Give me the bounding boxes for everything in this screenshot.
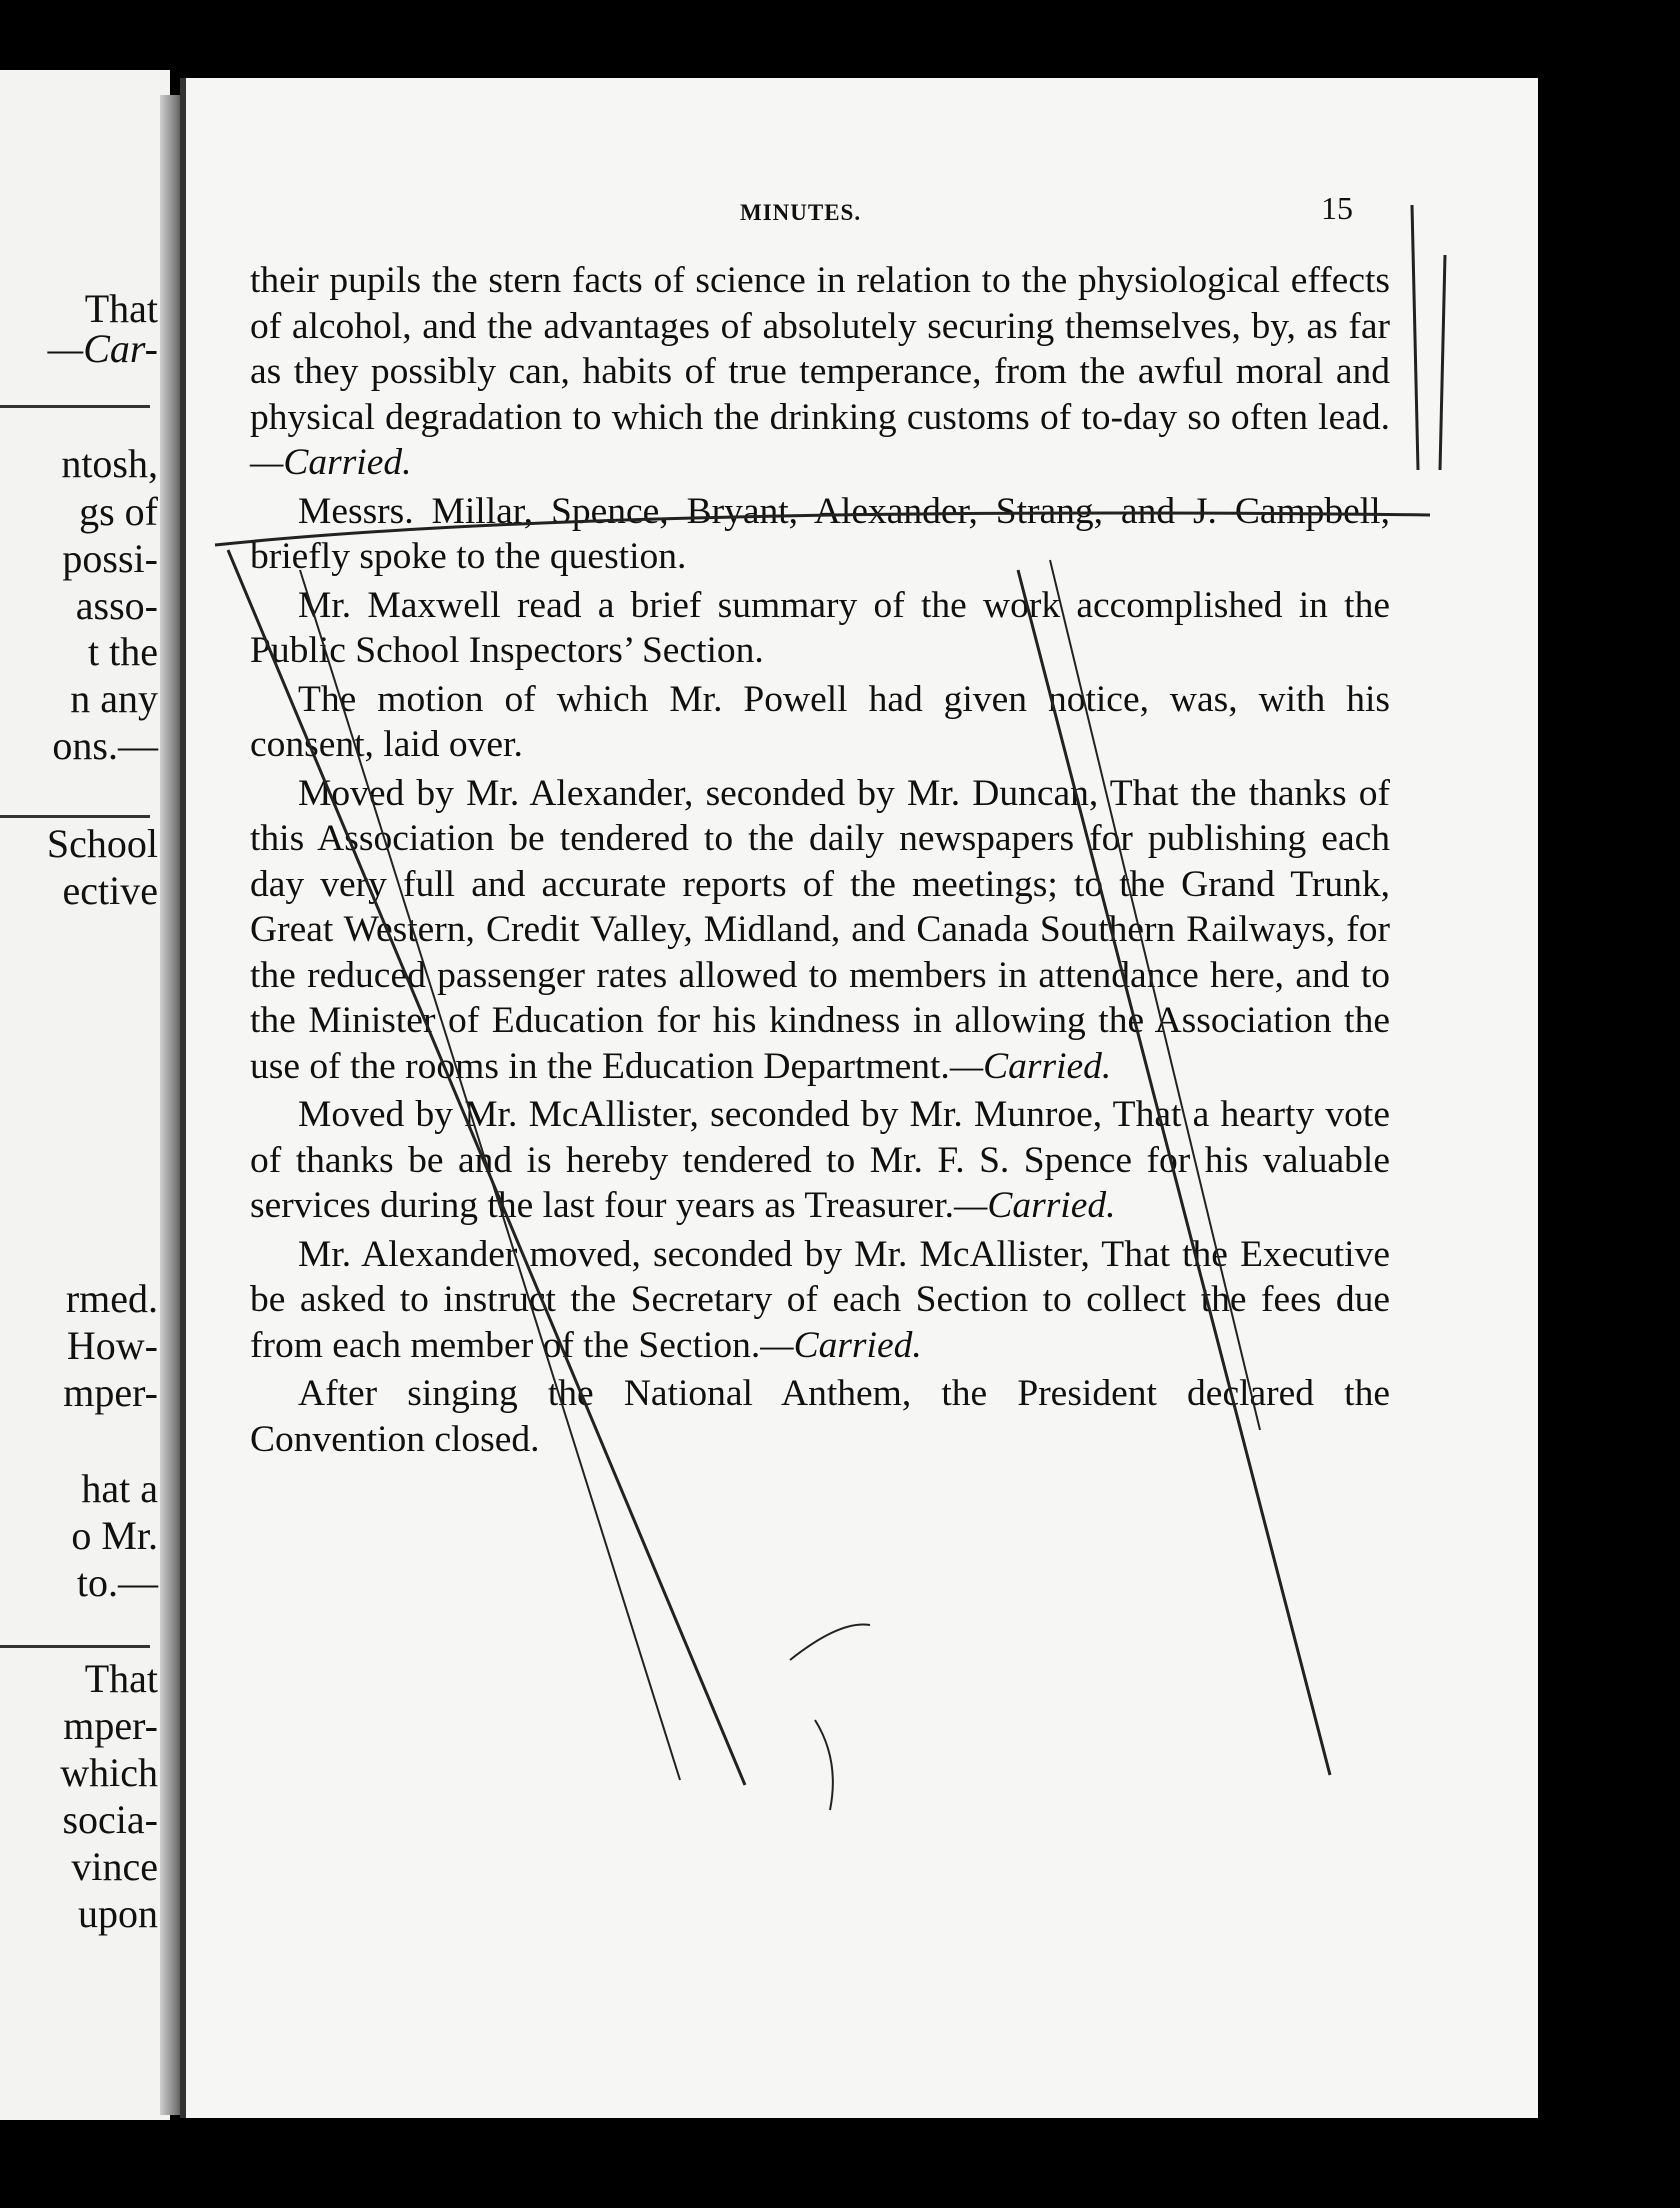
left-rule [0, 405, 150, 408]
left-fragment: gs of [79, 489, 158, 534]
paragraph: Moved by Mr. Alexander, seconded by Mr. Duncan, That the thanks of this Association be tendered to the daily newspapers for publishing each day very full and accurate reports of the meetings; to the Grand Trunk, Great Western, Credit Valley, Midland, and Canada Southern Railways, for the reduced passenger rates allowed to members in attendance here, and to the Minister of Education for his kindness in allowing the Association the use of the rooms in the Education Department.—Carried. [250, 772, 1390, 1087]
left-fragment: t the [88, 629, 158, 674]
left-rule [0, 1645, 150, 1648]
left-fragment: to.— [76, 1560, 158, 1605]
paragraph: their pupils the stern facts of science in relation to the physiological effects of alcohol, and the advantages of absolutely securing themselves, by, as far as they possibly can, habits of true temperance, from the awful moral and physical degradation to which the drinking customs of to-day so often lead.—Carried. [250, 260, 1390, 483]
running-head: MINUTES. [740, 200, 862, 225]
paragraph: Messrs. Millar, Spence, Bryant, Alexander, Strang, and J. Campbell, briefly spoke to the question. [250, 490, 1390, 577]
left-fragment: which [60, 1750, 158, 1795]
left-fragment: o Mr. [71, 1513, 158, 1558]
paragraph: After singing the National Anthem, the President declared the Convention closed. [250, 1373, 1390, 1460]
left-fragment: vince [71, 1844, 158, 1889]
left-fragment: mper- [63, 1703, 158, 1748]
left-rule [0, 815, 150, 818]
left-fragment: School [46, 821, 158, 866]
left-fragment: —Car- [47, 326, 158, 371]
left-fragment: ons.— [52, 723, 158, 768]
left-fragment: possi- [62, 536, 158, 581]
left-fragment: upon [78, 1891, 158, 1936]
left-fragment: socia- [62, 1797, 158, 1842]
left-fragment: ntosh, [61, 441, 158, 486]
left-fragment: asso- [75, 583, 158, 628]
left-fragment: hat a [81, 1466, 158, 1511]
left-fragment: n any [70, 676, 158, 721]
paragraph: Mr. Maxwell read a brief summary of the work accomplished in the Public School Inspectors’ Section. [250, 584, 1390, 671]
paragraph: Mr. Alexander moved, seconded by Mr. McAllister, That the Executive be asked to instruct the Secretary of each Section to collect the fees due from each member of the Section.—Carried. [250, 1233, 1390, 1366]
left-fragment: That [84, 286, 158, 331]
left-fragment: ective [62, 868, 158, 913]
paragraph: The motion of which Mr. Powell had given notice, was, with his consent, laid over. [250, 678, 1390, 765]
left-facing-page [0, 70, 170, 2120]
page-header [180, 190, 1532, 230]
page-number: 15 [1321, 190, 1353, 226]
paragraph: Moved by Mr. McAllister, seconded by Mr. Munroe, That a hearty vote of thanks be and is hereby tendered to Mr. F. S. Spence for his valuable services during the last four years as Treasurer.—Carried. [250, 1094, 1390, 1226]
left-fragment: That [84, 1656, 158, 1701]
left-fragment: rmed. [65, 1276, 158, 1321]
minutes-body [250, 258, 1390, 1465]
left-fragment: mper- [63, 1370, 158, 1415]
left-fragment: How- [66, 1323, 158, 1368]
